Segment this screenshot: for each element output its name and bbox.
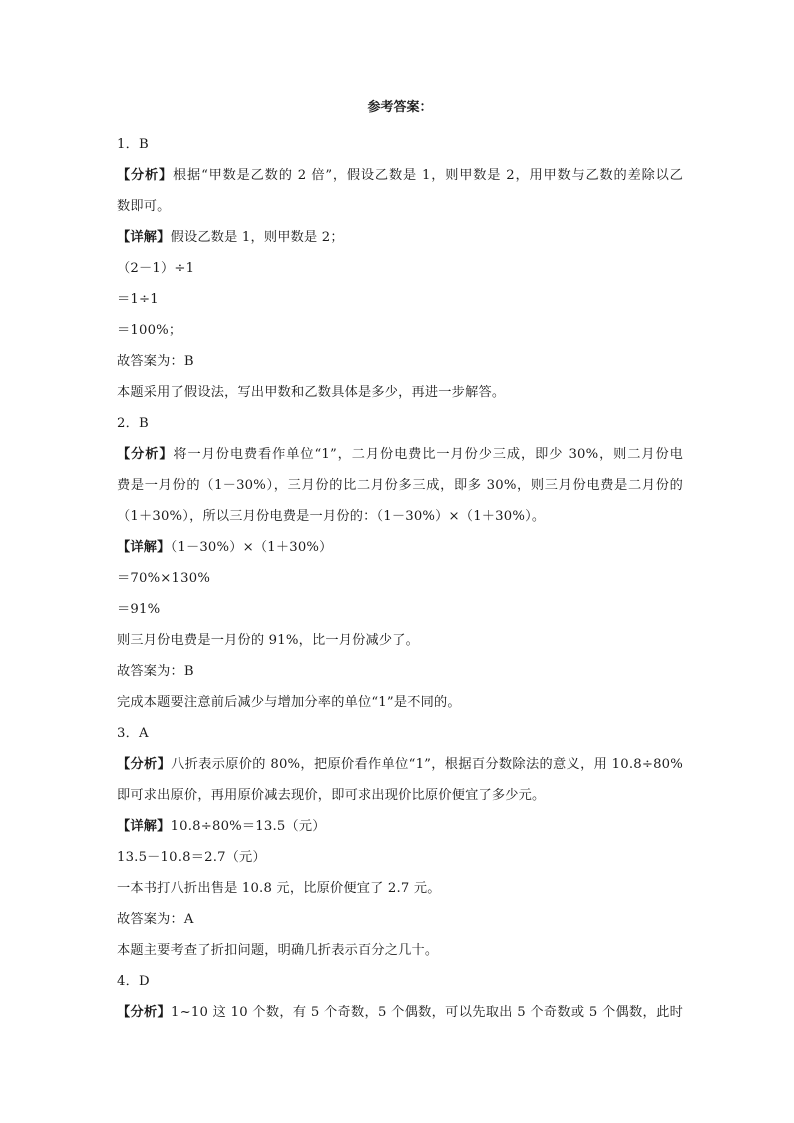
q2-detail: 【详解】（1－30%）×（1＋30%） <box>117 540 333 555</box>
q1-calc-1: （2－1）÷1 <box>117 261 195 276</box>
detail-tag: 【详解】 <box>117 819 171 834</box>
q3-answer: 故答案为：A <box>117 912 194 927</box>
q1-analysis-line-2: 数即可。 <box>117 199 171 214</box>
answer-document <box>117 98 683 1028</box>
q2-result: 则三月份电费是一月份的 91%，比一月份减少了。 <box>117 633 420 648</box>
q1-detail: 【详解】假设乙数是 1，则甲数是 2； <box>117 230 344 245</box>
q3-number: 3．A <box>117 726 149 741</box>
q2-number: 2．B <box>117 416 149 431</box>
q2-comment: 完成本题要注意前后减少与增加分率的单位“1”是不同的。 <box>117 695 461 710</box>
q1-number: 1．B <box>117 137 149 152</box>
q4-number: 4．D <box>117 974 150 989</box>
q4-analysis-line-1: 【分析】1~10 这 10 个数，有 5 个奇数，5 个偶数，可以先取出 5 个奇数或 5 个偶数，此时 <box>117 1005 683 1020</box>
q3-analysis-line-2: 即可求出原价，再用原价减去现价，即可求出现价比原价便宜了多少元。 <box>117 788 546 803</box>
q3-analysis <box>117 749 683 811</box>
q3-detail: 【详解】10.8÷80%＝13.5（元） <box>117 819 326 834</box>
q2-calc-1: ＝70%×130% <box>117 571 211 586</box>
q1-analysis-line-1: 【分析】根据“甲数是乙数的 2 倍”，假设乙数是 1，则甲数是 2，用甲数与乙数的差除以乙 <box>117 168 683 183</box>
q1-calc-2: ＝1÷1 <box>117 292 159 307</box>
page-title: 参考答案： <box>367 100 433 115</box>
detail-tag: 【详解】 <box>117 540 171 555</box>
q2-analysis-line-2: 费是一月份的（1－30%），三月份的比二月份多三成，即多 30%，则三月份电费是二月份的 <box>117 478 683 493</box>
q3-analysis-line-1: 【分析】八折表示原价的 80%，把原价看作单位“1”，根据百分数除法的意义，用 10.8÷80% <box>117 757 683 772</box>
q4-analysis <box>117 997 683 1028</box>
q2-calc-2: ＝91% <box>117 602 161 617</box>
q2-analysis <box>117 439 683 532</box>
q3-result: 一本书打八折出售是 10.8 元，比原价便宜了 2.7 元。 <box>117 881 441 896</box>
analysis-tag: 【分析】 <box>117 1005 172 1020</box>
q2-analysis-line-1: 【分析】将一月份电费看作单位“1”，二月份电费比一月份少三成，即少 30%，则二月份电 <box>117 447 683 462</box>
q1-answer: 故答案为：B <box>117 354 194 369</box>
q1-analysis <box>117 160 683 222</box>
analysis-tag: 【分析】 <box>117 757 172 772</box>
analysis-tag: 【分析】 <box>117 447 174 462</box>
q3-calc-1: 13.5－10.8＝2.7（元） <box>117 850 266 865</box>
detail-tag: 【详解】 <box>117 230 171 245</box>
analysis-tag: 【分析】 <box>117 168 174 183</box>
q1-calc-3: ＝100%； <box>117 323 183 338</box>
q2-analysis-line-3: （1＋30%），所以三月份电费是一月份的：（1－30%）×（1＋30%）。 <box>117 509 546 524</box>
q3-comment: 本题主要考查了折扣问题，明确几折表示百分之几十。 <box>117 943 439 958</box>
q2-answer: 故答案为：B <box>117 664 194 679</box>
q1-comment: 本题采用了假设法，写出甲数和乙数具体是多少，再进一步解答。 <box>117 385 506 400</box>
